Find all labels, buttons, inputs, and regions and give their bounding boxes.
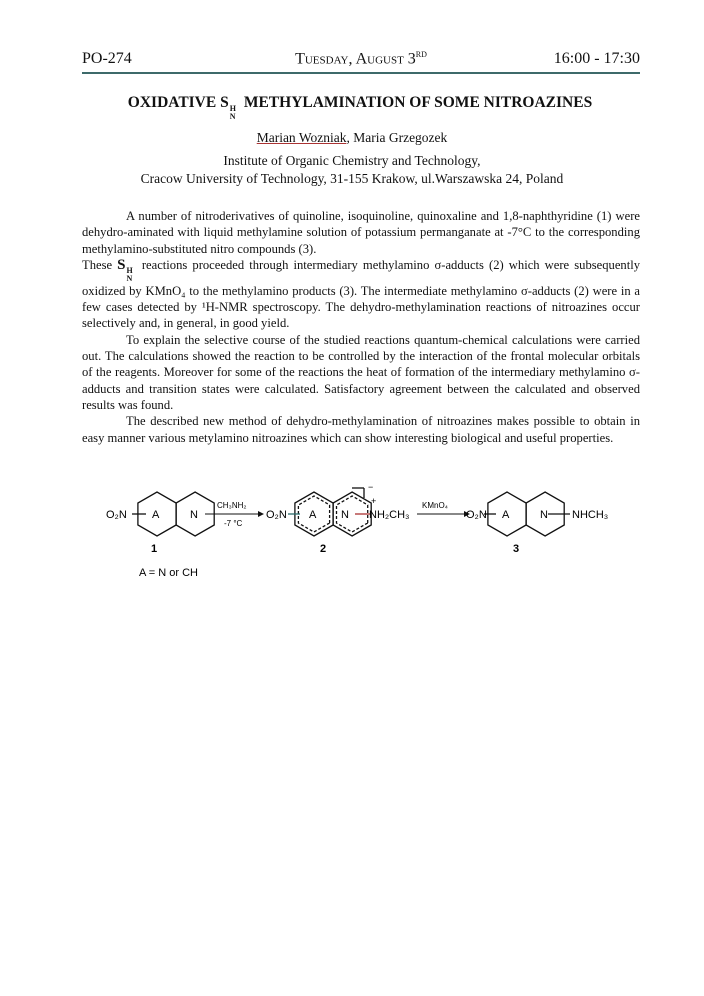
ring-label-a: A [309, 509, 317, 521]
paragraph: A number of nitroderivatives of quinoline, isoquinoline, quinoxaline and 1,8-naphthyridine (1) were dehydro-aminated with liquid methylamine solution of potassium permanganate at -7°C to the corresponding methylamino-substituted nitro compounds (3). [82, 209, 640, 256]
abstract-code: PO-274 [82, 50, 132, 67]
paragraph: The described new method of dehydro-methylamination of nitroazines makes possible to obtain in easy manner various metylamino nitroazines which can show interesting biological and useful properties. [82, 414, 640, 445]
reaction-scheme [0, 480, 704, 590]
compound-label-2: 2 [320, 543, 327, 555]
page-header [82, 50, 640, 72]
reaction-temperature: -7 °C [224, 519, 243, 528]
abstract-body [82, 208, 640, 446]
nitro-group: O₂N [266, 509, 287, 521]
ring-label-a: A [502, 509, 510, 521]
substituent-note: A = N or CH [139, 567, 198, 579]
reagent-methylamine: CH₃NH₂ [217, 501, 247, 510]
paragraph: To explain the selective course of the studied reactions quantum-chemical calculations were carried out. The calculations showed the reaction to be controlled by the interaction of the frontal molecular orbitals of the reagents. Moreover for some of the reactions the heat of formation of the intermediary methylamino σ-adducts and transition states were calculated. Satisfactory agreement between the calculated and observed results was found. [82, 332, 640, 412]
ring-label-a: A [152, 509, 160, 521]
nitro-group: O₂N [466, 509, 487, 521]
methylamino-adduct-group: NH₂CH₃ [369, 509, 410, 521]
sn-sub-sup: H N [229, 104, 236, 121]
ring-label-n: N [190, 509, 198, 521]
ring-label-n: N [540, 509, 548, 521]
negative-charge: − [368, 482, 374, 492]
ring-label-n: N [341, 509, 349, 521]
positive-charge: + [371, 496, 377, 506]
session-date: Tuesday, August 3RD [295, 50, 427, 68]
paragraph: These S H N reactions proceeded through intermediary methylamino σ-adducts (2) which were subsequently oxidized by KMnO₄ to the methylamino products (3). The intermediate methylamino σ-adducts (2) were in a few cases detected by ¹H-NMR spectroscopy. The dehydro-methylamination reactions of nitroazines occur selectively and, in general, in good yield. [82, 256, 641, 331]
affiliation: Institute of Organic Chemistry and Technology, Cracow University of Technology, 31-155 Krakow, ul.Warszawska 24, Poland [140, 153, 564, 186]
session-time: 16:00 - 17:30 [553, 50, 640, 67]
methylamino-group: NHCH₃ [572, 509, 609, 521]
header-rule [82, 72, 640, 74]
arrowhead-icon [258, 511, 264, 517]
reagent-kmno4: KMnO₄ [422, 501, 448, 510]
sn-symbol: S H N [117, 256, 133, 283]
compound-label-3: 3 [513, 543, 520, 555]
paper-title: OXIDATIVE S H N METHYLAMINATION OF SOME NITROAZINES [127, 94, 593, 121]
authors: Marian Wozniak, Maria Grzegozek [256, 130, 448, 145]
compound-label-1: 1 [151, 543, 158, 555]
nitro-group: O₂N [106, 509, 127, 521]
presenting-author: Marian Wozniak [256, 130, 347, 145]
